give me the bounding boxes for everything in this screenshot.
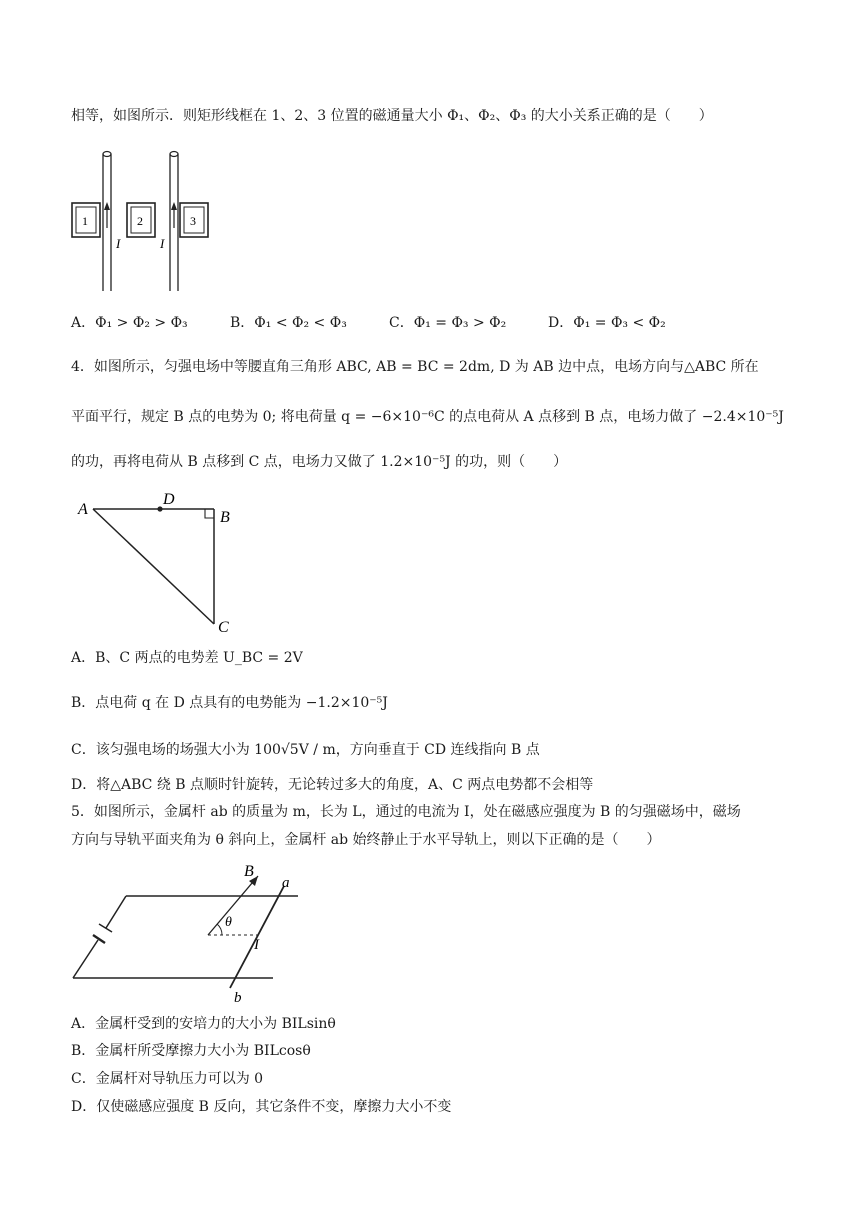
q3-option-d: D．Φ₁ = Φ₃ < Φ₂ <box>548 315 666 331</box>
rod-end-a-label: a <box>282 875 290 891</box>
frame-3-label: 3 <box>190 214 196 228</box>
q5-option-c: C．金属杆对导轨压力可以为 0 <box>71 1071 264 1087</box>
q5-stem-line2: 方向与导轨平面夹角为 θ 斜向上，金属杆 ab 始终静止于水平导轨上，则以下正确的是（ ） <box>71 832 661 848</box>
vertex-a-label: A <box>78 501 88 518</box>
q4-stem-line2: 平面平行，规定 B 点的电势为 0; 将电荷量 q = −6×10⁻⁶C 的点电荷从 A 点移到 B 点，电场力做了 −2.4×10⁻⁵J <box>71 409 784 425</box>
frame-2-label: 2 <box>137 214 143 228</box>
q4-option-a: A．B、C 两点的电势差 U_BC = 2V <box>71 650 303 666</box>
field-b-label: B <box>244 863 254 880</box>
q5-stem-line1: 5．如图所示，金属杆 ab 的质量为 m，长为 L，通过的电流为 I，处在磁感应强度为 B 的匀强磁场中，磁场 <box>71 804 741 820</box>
rod-end-b-label: b <box>234 990 242 1004</box>
q3-figure <box>66 146 226 296</box>
q4-option-b: B．点电荷 q 在 D 点具有的电势能为 −1.2×10⁻⁵J <box>71 695 388 711</box>
q3-option-c: C．Φ₁ = Φ₃ > Φ₂ <box>389 315 507 331</box>
frame-1-label: 1 <box>82 214 88 228</box>
q5-option-d: D．仅使磁感应强度 B 反向，其它条件不变，摩擦力大小不变 <box>71 1099 452 1115</box>
q4-stem-line1: 4．如图所示，匀强电场中等腰直角三角形 ABC, AB = BC = 2dm, D 为 AB 边中点，电场方向与△ABC 所在 <box>71 359 759 375</box>
q3-option-a: A．Φ₁ > Φ₂ > Φ₃ <box>71 315 188 331</box>
point-d-label: D <box>163 491 175 508</box>
q5-rail-figure <box>68 856 308 1004</box>
q5-option-a: A．金属杆受到的安培力的大小为 BILsinθ <box>71 1016 336 1032</box>
current-label-2: I <box>160 236 165 251</box>
q4-stem-line3: 的功，再将电荷从 B 点移到 C 点，电场力又做了 1.2×10⁻⁵J 的功，则（ ） <box>71 454 568 470</box>
q5-option-b: B．金属杆所受摩擦力大小为 BILcosθ <box>71 1043 311 1059</box>
vertex-c-label: C <box>218 619 229 634</box>
q3-option-b: B．Φ₁ < Φ₂ < Φ₃ <box>230 315 347 331</box>
current-i-label: I <box>254 937 259 953</box>
angle-theta-label: θ <box>225 915 232 930</box>
q4-option-c: C．该匀强电场的场强大小为 100√5V / m，方向垂直于 CD 连线指向 B 点 <box>71 742 540 758</box>
q4-triangle-figure <box>72 486 252 634</box>
q4-option-d: D．将△ABC 绕 B 点顺时针旋转，无论转过多大的角度，A、C 两点电势都不会相等 <box>71 777 594 793</box>
vertex-b-label: B <box>220 509 230 526</box>
current-label-1: I <box>116 236 121 251</box>
q3-stem: 相等，如图所示．则矩形线框在 1、2、3 位置的磁通量大小 Φ₁、Φ₂、Φ₃ 的大小关系正确的是（ ） <box>71 108 713 124</box>
